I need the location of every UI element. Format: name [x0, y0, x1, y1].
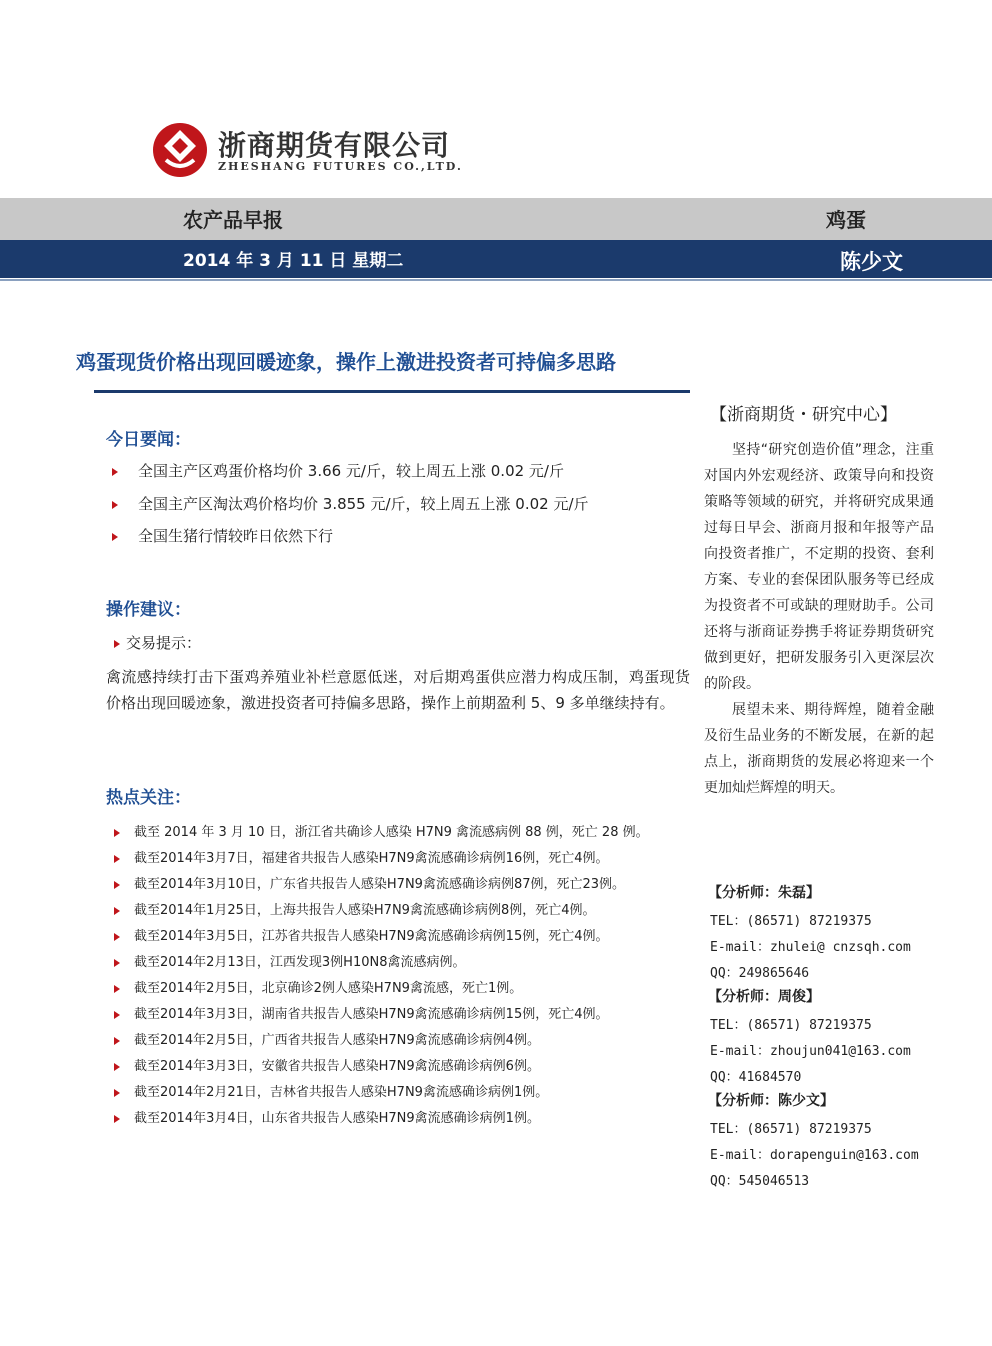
- bullet-icon: [112, 468, 118, 476]
- news-item: 全国生猪行情较昨日依然下行: [112, 525, 682, 547]
- company-name-en: ZHESHANG FUTURES CO.,LTD.: [218, 160, 463, 173]
- hot-item: 截至 2014 年 3 月 10 日，浙江省共确诊人感染 H7N9 禽流感病例 88 例，死亡 28 例。: [114, 820, 684, 846]
- hot-item: 截至2014年2月5日，广西省共报告人感染H7N9禽流感确诊病例4例。: [114, 1028, 684, 1054]
- bullet-icon: [114, 959, 120, 967]
- analyst-tel: TEL：(86571) 87219375: [710, 914, 872, 929]
- hot-item: 截至2014年2月5日，北京确诊2例人感染H7N9禽流感，死亡1例。: [114, 976, 684, 1002]
- hot-item: 截至2014年3月10日，广东省共报告人感染H7N9禽流感确诊病例87例，死亡23例。: [114, 872, 684, 898]
- analyst-tel: TEL：(86571) 87219375: [710, 1122, 872, 1137]
- analyst-qq: QQ：545046513: [710, 1174, 810, 1189]
- hot-item: 截至2014年3月3日，安徽省共报告人感染H7N9禽流感确诊病例6例。: [114, 1054, 684, 1080]
- research-paragraph-2: 展望未来、期待辉煌，随着金融及衍生品业务的不断发展，在新的起点上，浙商期货的发展必将迎来一个更加灿烂辉煌的明天。: [704, 702, 934, 796]
- bullet-icon: [114, 881, 120, 889]
- analyst-tel: TEL：(86571) 87219375: [710, 1018, 872, 1033]
- analyst-qq: QQ：249865646: [710, 966, 810, 981]
- bullet-icon: [114, 1063, 120, 1071]
- report-type: 农产品早报: [183, 208, 283, 232]
- bullet-icon: [114, 985, 120, 993]
- hot-item: 截至2014年2月13日，江西发现3例H10N8禽流感病例。: [114, 950, 684, 976]
- company-name-cn: 浙商期货有限公司: [218, 129, 451, 162]
- bullet-icon: [114, 1011, 120, 1019]
- trade-tip-label: 交易提示：: [114, 632, 684, 654]
- hot-heading: 热点关注：: [106, 788, 191, 808]
- hot-item: 截至2014年1月25日，上海共报告人感染H7N9禽流感确诊病例8例，死亡4例。: [114, 898, 684, 924]
- hot-item: 截至2014年3月7日，福建省共报告人感染H7N9禽流感确诊病例16例，死亡4例。: [114, 846, 684, 872]
- analyst-email[interactable]: E-mail：dorapenguin@163.com: [710, 1148, 919, 1163]
- header-band-line: [0, 279, 992, 281]
- bullet-icon: [114, 829, 120, 837]
- hot-item: 截至2014年3月4日，山东省共报告人感染H7N9禽流感确诊病例1例。: [114, 1106, 684, 1132]
- product-name: 鸡蛋: [826, 208, 866, 232]
- analyst-name: 【分析师：朱磊】: [708, 885, 820, 901]
- company-logo: [152, 122, 208, 178]
- analyst-email[interactable]: E-mail：zhoujun041@163.com: [710, 1044, 911, 1059]
- report-date: 2014 年 3 月 11 日 星期二: [183, 251, 404, 271]
- bullet-icon: [114, 1115, 120, 1123]
- bullet-icon: [114, 933, 120, 941]
- bullet-icon: [112, 533, 118, 541]
- hot-item: 截至2014年2月21日，吉林省共报告人感染H7N9禽流感确诊病例1例。: [114, 1080, 684, 1106]
- analyst-name: 【分析师：周俊】: [708, 989, 820, 1005]
- bullet-icon: [114, 640, 120, 648]
- bullet-icon: [114, 907, 120, 915]
- advice-heading: 操作建议：: [106, 600, 191, 620]
- bullet-icon: [112, 501, 118, 509]
- analyst-qq: QQ：41684570: [710, 1070, 802, 1085]
- report-analyst: 陈少文: [840, 250, 903, 274]
- news-item: 全国主产区淘汰鸡价格均价 3.855 元/斤，较上周五上涨 0.02 元/斤: [112, 493, 682, 515]
- bullet-icon: [114, 1037, 120, 1045]
- title-divider: [94, 390, 690, 393]
- hot-item: 截至2014年3月5日，江苏省共报告人感染H7N9禽流感确诊病例15例，死亡4例。: [114, 924, 684, 950]
- report-title: 鸡蛋现货价格出现回暖迹象，操作上激进投资者可持偏多思路: [76, 350, 616, 374]
- analyst-name: 【分析师：陈少文】: [708, 1093, 834, 1109]
- news-item: 全国主产区鸡蛋价格均价 3.66 元/斤，较上周五上涨 0.02 元/斤: [112, 460, 682, 482]
- analyst-email[interactable]: E-mail：zhulei@ cnzsqh.com: [710, 940, 911, 955]
- bullet-icon: [114, 1089, 120, 1097]
- advice-paragraph: 禽流感持续打击下蛋鸡养殖业补栏意愿低迷，对后期鸡蛋供应潜力构成压制，鸡蛋现货价格出现回暖迹象，激进投资者可持偏多思路，操作上前期盈利 5、9 多单继续持有。: [106, 668, 690, 712]
- bullet-icon: [114, 855, 120, 863]
- hot-item: 截至2014年3月3日，湖南省共报告人感染H7N9禽流感确诊病例15例，死亡4例。: [114, 1002, 684, 1028]
- research-heading: 【浙商期货・研究中心】: [710, 405, 897, 425]
- news-heading: 今日要闻：: [106, 430, 191, 450]
- research-paragraph-1: 坚持“研究创造价值”理念，注重对国内外宏观经济、政策导向和投资策略等领域的研究，并将研究成果通过每日早会、浙商月报和年报等产品向投资者推广，不定期的投资、套利方案、专业的套保团队服务等已经成为投资者不可或缺的理财助手。公司还将与浙商证券携手将证券期货研究做到更好，把研发服务引入更深层次的阶段。: [704, 442, 934, 692]
